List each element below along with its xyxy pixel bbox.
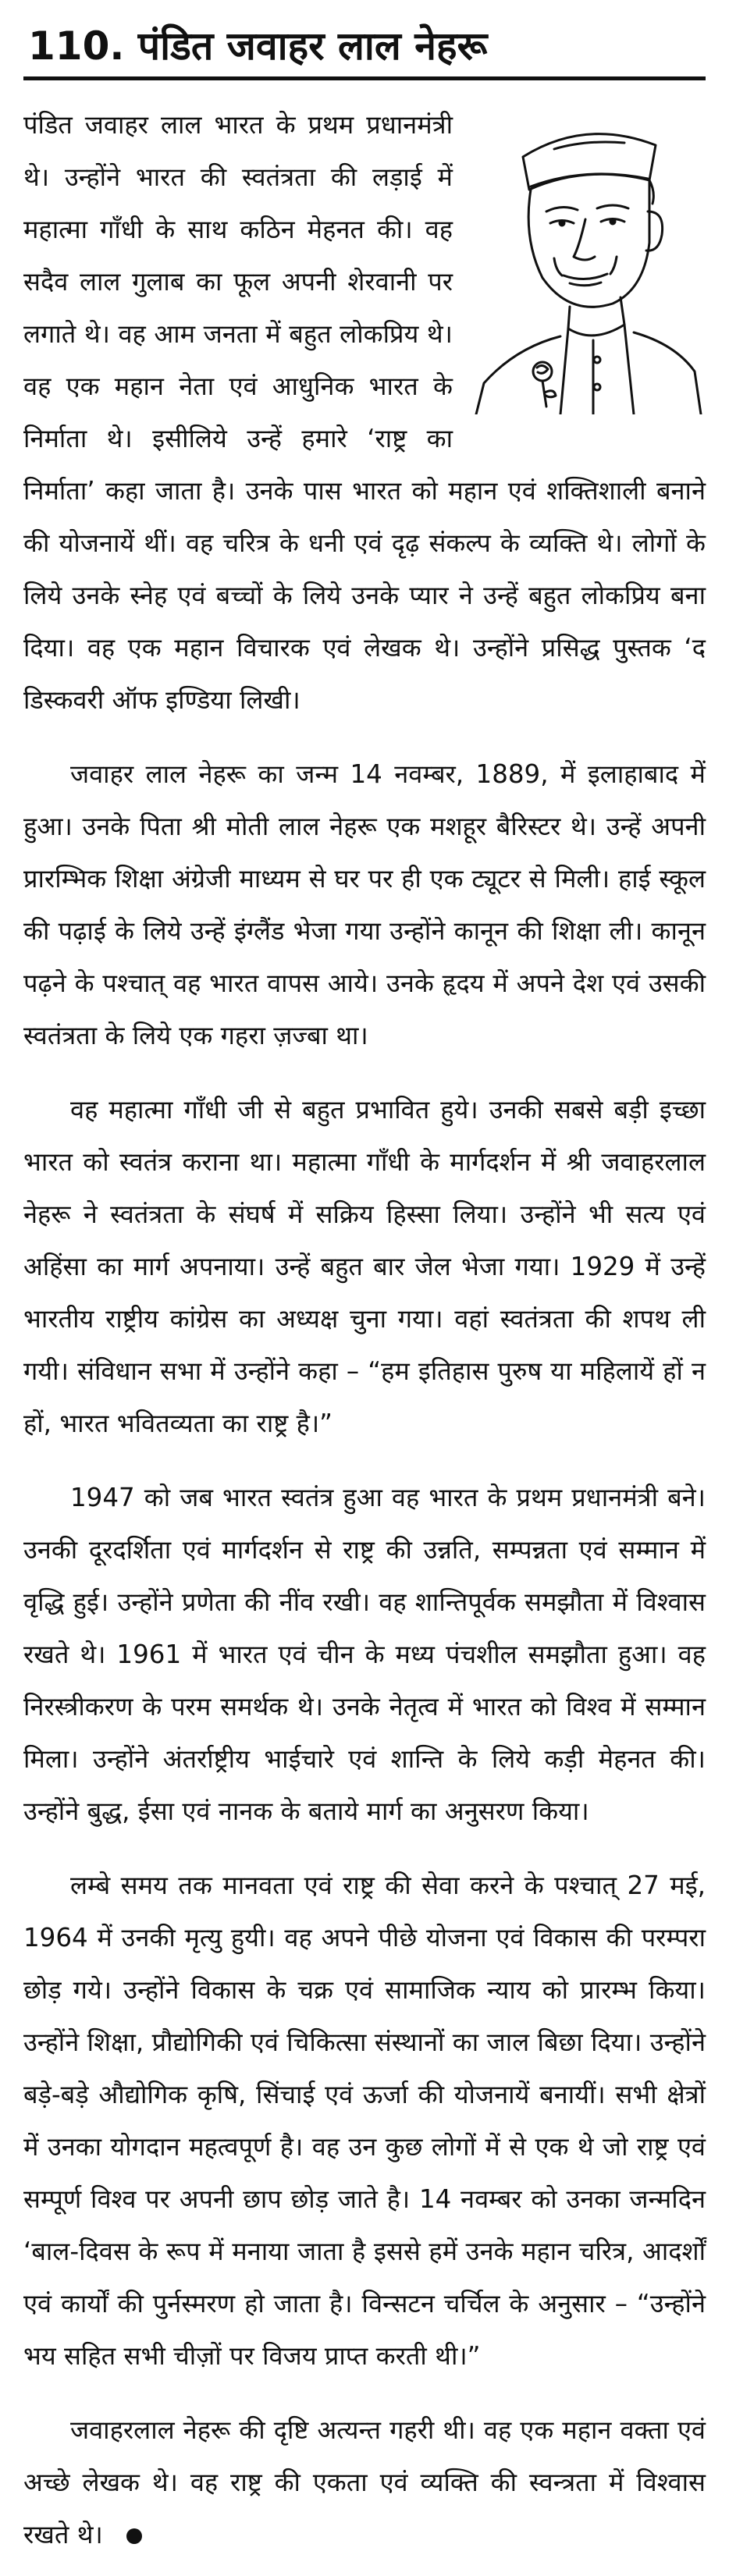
paragraph-conclusion: [23, 2404, 706, 2561]
title-underline: [23, 76, 706, 80]
page-title: 110. पंडित जवाहर लाल नेहरू: [28, 23, 488, 69]
paragraph-conclusion-text: जवाहरलाल नेहरू की दृष्टि अत्यन्त गहरी थी। वह एक महान वक्ता एवं अच्छे लेखक थे। वह राष्ट्र की एकता एवं व्यक्ति की स्वन्त्रता में विश्वास रखते थे।: [23, 2415, 706, 2549]
end-bullet-icon: [126, 2528, 142, 2544]
paragraph-prime-minister: 1947 को जब भारत स्वतंत्र हुआ वह भारत के प्रथम प्रधानमंत्री बने। उनकी दूरदर्शिता एवं मार्गदर्शन से राष्ट्र की उन्नति, सम्पन्नता एवं सम्मान में वृद्धि हुई। उन्होंने प्रणेता की नींव रखी। वह शान्तिपूर्वक समझौता में विश्वास रखते थे। 1961 में भारत एवं चीन के मध्य पंचशील समझौता हुआ। वह निरस्त्रीकरण के परम समर्थक थे। उनके नेतृत्व में भारत को विश्व में सम्मान मिला। उन्होंने अंतर्राष्ट्रीय भाईचारे एवं शान्ति के लिये कड़ी मेहनत की। उन्होंने बुद्ध, ईसा एवं नानक के बताये मार्ग का अनुसरण किया।: [23, 1483, 706, 1826]
nehru-portrait-icon: [468, 102, 702, 414]
paragraph-freedom-struggle: वह महात्मा गाँधी जी से बहुत प्रभावित हुये। उनकी सबसे बड़ी इच्छा भारत को स्वतंत्र कराना था। महात्मा गाँधी के मार्गदर्शन में श्री जवाहरलाल नेहरू ने स्वतंत्रता के संघर्ष में सक्रिय हिस्सा लिया। उन्होंने भी सत्य एवं अहिंसा का मार्ग अपनाया। उन्हें बहुत बार जेल भेजा गया। 1929 में उन्हें भारतीय राष्ट्रीय कांग्रेस का अध्यक्ष चुना गया। वहां स्वतंत्रता की शपथ ली गयी। संविधान सभा में उन्होंने कहा – “हम इतिहास पुरुष या महिलायें हों न हों, भारत भवितव्यता का राष्ट्र है।”: [23, 1095, 706, 1438]
paragraph-legacy: लम्बे समय तक मानवता एवं राष्ट्र की सेवा करने के पश्चात् 27 मई, 1964 में उनकी मृत्यु हुयी। वह अपने पीछे योजना एवं विकास की परम्परा छोड़ गये। उन्होंने विकास के चक्र एवं सामाजिक न्याय को प्रारम्भ किया। उन्होंने शिक्षा, प्रौद्योगिकी एवं चिकित्सा संस्थानों का जाल बिछा दिया। उन्होंने बड़े-बड़े औद्योगिक कृषि, सिंचाई एवं ऊर्जा की योजनायें बनायीं। सभी क्षेत्रों में उनका योगदान महत्वपूर्ण है। वह उन कुछ लोगों में से एक थे जो राष्ट्र एवं सम्पूर्ण विश्व पर अपनी छाप छोड़ जाते है। 14 नवम्बर को उनका जन्मदिन ‘बाल-दिवस के रूप में मनाया जाता है इससे हमें उनके महान चरित्र, आदर्शों एवं कार्यों की पुर्नस्मरण हो जाता है। विन्सटन चर्चिल के अनुसार – “उन्होंने भय सहित सभी चीज़ों पर विजय प्राप्त करती थी।”: [23, 1871, 706, 2371]
paragraph-intro: पंडित जवाहर लाल भारत के प्रथम प्रधानमंत्री थे। उन्होंने भारत की स्वतंत्रता की लड़ाई में महात्मा गाँधी के साथ कठिन मेहनत की। वह सदैव लाल गुलाब का फूल अपनी शेरवानी पर लगाते थे। वह आम जनता में बहुत लोकप्रिय थे। वह एक महान नेता एवं आधुनिक भारत के निर्माता थे। इसीलिये उन्हें हमारे ‘राष्ट्र का निर्माता’ कहा जाता है। उनके पास भारत को महान एवं शक्तिशाली बनाने की योजनायें थीं। वह चरित्र के धनी एवं दृढ़ संकल्प के व्यक्ति थे। लोगों के लिये उनके स्नेह एवं बच्चों के लिये उनके प्यार ने उन्हें बहुत लोकप्रिय बना दिया। वह एक महान विचारक एवं लेखक थे। उन्होंने प्रसिद्ध पुस्तक ‘द डिस्कवरी ऑफ इण्डिया लिखी।: [23, 110, 706, 715]
paragraph-early-life: जवाहर लाल नेहरू का जन्म 14 नवम्बर, 1889, में इलाहाबाद में हुआ। उनके पिता श्री मोती लाल नेहरू एक मशहूर बैरिस्टर थे। उन्हें अपनी प्रारम्भिक शिक्षा अंग्रेजी माध्यम से घर पर ही एक ट्यूटर से मिली। हाई स्कूल की पढ़ाई के लिये उन्हें इंग्लैंड भेजा गया उन्होंने कानून की शिक्षा ली। कानून पढ़ने के पश्चात् वह भारत वापस आये। उनके हृदय में अपने देश एवं उसकी स्वतंत्रता के लिये एक गहरा ज़ज्बा था।: [23, 759, 706, 1050]
